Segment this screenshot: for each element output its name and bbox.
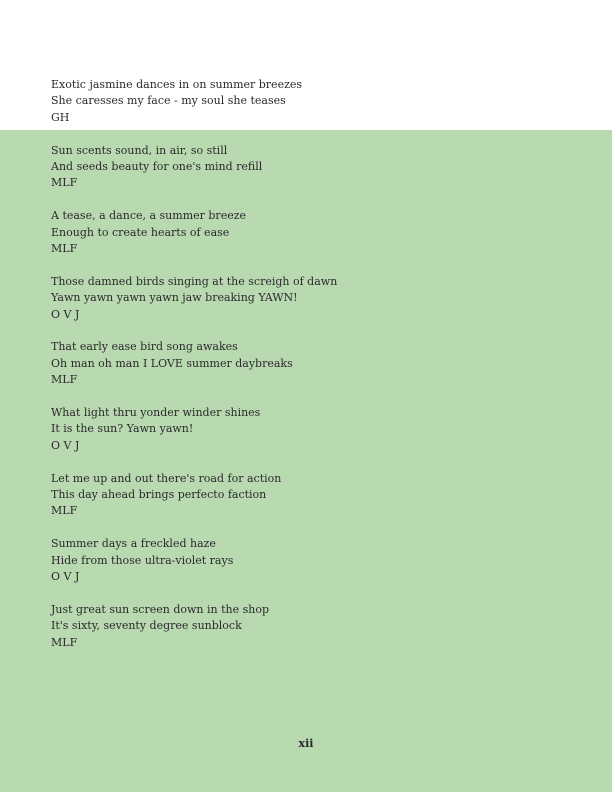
stanza-author: O V J	[51, 438, 80, 452]
stanza-line: And seeds beauty for one's mind refill	[51, 160, 263, 174]
stanza-author: GH	[51, 110, 70, 124]
stanza	[51, 602, 571, 651]
stanza-author: MLF	[51, 504, 78, 518]
stanza	[51, 77, 571, 126]
stanza-author: MLF	[51, 242, 78, 256]
stanza-line: It is the sun? Yawn yawn!	[51, 422, 194, 436]
stanza-line: Hide from those ultra-violet rays	[51, 553, 234, 567]
stanza-line: Enough to create hearts of ease	[51, 225, 230, 239]
stanza-author: MLF	[51, 373, 78, 387]
stanza-line: What light thru yonder winder shines	[51, 406, 261, 420]
stanza-line: This day ahead brings perfecto faction	[51, 488, 267, 502]
stanza	[51, 536, 571, 585]
stanza-author: O V J	[51, 570, 80, 584]
poem-body	[51, 77, 571, 667]
stanza-line: She caresses my face - my soul she teases	[51, 94, 286, 108]
stanza	[51, 405, 571, 454]
page-number: xii	[298, 737, 314, 750]
stanza-line: Those damned birds singing at the screigh of dawn	[51, 274, 338, 288]
stanza-author: MLF	[51, 176, 78, 190]
stanza	[51, 471, 571, 520]
stanza-line: Sun scents sound, in air, so still	[51, 143, 228, 157]
stanza	[51, 339, 571, 388]
stanza-line: Summer days a freckled haze	[51, 537, 216, 551]
stanza-line: Oh man oh man I LOVE summer daybreaks	[51, 356, 293, 370]
stanza-author: O V J	[51, 307, 80, 321]
stanza-line: Let me up and out there's road for action	[51, 471, 282, 485]
stanza-line: It's sixty, seventy degree sunblock	[51, 619, 242, 633]
stanza	[51, 208, 571, 257]
stanza-line: A tease, a dance, a summer breeze	[51, 209, 247, 223]
stanza-line: That early ease bird song awakes	[51, 340, 238, 354]
stanza-author: MLF	[51, 635, 78, 649]
stanza-line: Yawn yawn yawn yawn jaw breaking YAWN!	[51, 291, 298, 305]
stanza	[51, 274, 571, 323]
stanza-line: Exotic jasmine dances in on summer breezes	[51, 78, 303, 91]
stanza-line: Just great sun screen down in the shop	[51, 602, 269, 616]
stanza	[51, 143, 571, 192]
